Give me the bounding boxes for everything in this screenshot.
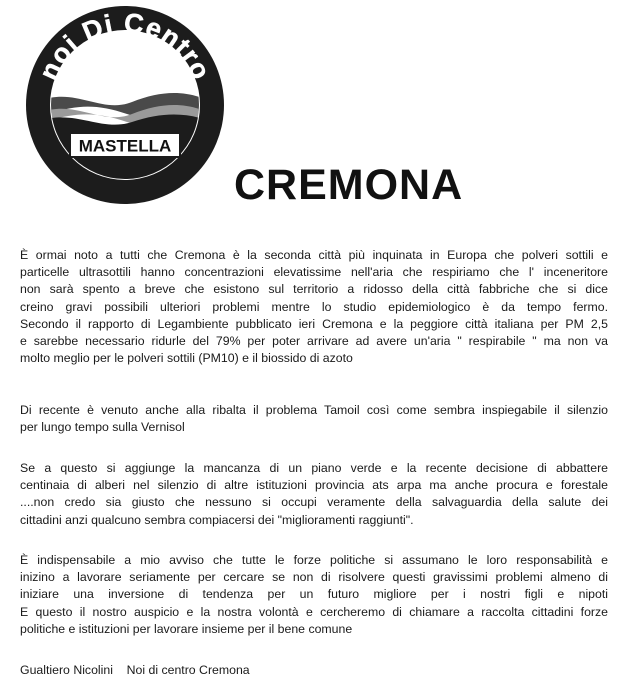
paragraph-line: non sarà spento a breve che esistono sul territorio a ridosso della città fabbriche che si dice xyxy=(20,282,608,297)
logo-banner-text: MASTELLA xyxy=(78,136,172,156)
paragraph-2 xyxy=(20,402,608,436)
paragraph-line: inizino a lavorare seriamente per cercare se non di risolvere questi gravissimi problemi almeno di xyxy=(20,570,608,585)
paragraph-1 xyxy=(20,247,608,367)
logo-arc-text: noi Di Centro xyxy=(33,7,217,85)
paragraph-line: ....non credo sia giusto che nessuno si occupi veramente della salvaguardia della salute dei xyxy=(20,495,608,510)
paragraph-line: Secondo il rapporto di Legambiente pubblicato ieri Cremona e la peggiore città italiana per PM 2,5 xyxy=(20,316,608,331)
paragraph-line: Di recente è venuto anche alla ribalta il problema Tamoil così come sembra inspiegabile il silenzio xyxy=(20,403,608,417)
paragraph-line: E questo il nostro auspicio e la nostra volontà e cercheremo di chiamare a raccolta cittadini forze xyxy=(20,604,608,619)
paragraph-line: e sarebbe necessario ridurle del 79% per poter arrivare ad avere un'aria " respirabile " ma non va xyxy=(20,334,608,349)
paragraph-line: per lungo tempo sulla Vernisol xyxy=(20,420,185,435)
paragraph-line: È ormai noto a tutti che Cremona è la seconda città più inquinata in Europa che polveri sottili e xyxy=(20,248,608,262)
paragraph-line: Se a questo si aggiunge la mancanza di un piano verde e la recente decisione di abbattere xyxy=(20,461,608,475)
signature: Gualtiero Nicolini Noi di centro Cremona xyxy=(20,663,250,677)
paragraph-line: particelle ultrasottili hanno concentrazioni elevatissime nell'aria che respiriamo che l' inceneritore xyxy=(20,265,608,280)
page-title: CREMONA xyxy=(234,161,464,209)
paragraph-4 xyxy=(20,552,608,638)
paragraph-line: È indispensabile a mio avviso che tutte le forze politiche si assumano le loro responsabilità e xyxy=(20,553,608,567)
paragraph-line: cittadini anzi qualcuno sembra compiacersi dei "miglioramenti raggiunti". xyxy=(20,512,414,527)
noi-di-centro-logo xyxy=(22,2,228,208)
paragraph-line: molto meglio per le polveri sottili (PM10) e il biossido di azoto xyxy=(20,351,353,366)
paragraph-line: iniziare una inversione di tendenza per un futuro migliore per i nostri figli e nipoti xyxy=(20,587,608,602)
paragraph-line: creino gravi possibili ulteriori problemi mentre lo studio epidemiologico è da tempo fermo. xyxy=(20,299,608,314)
paragraph-3 xyxy=(20,460,608,529)
paragraph-line: centinaia di alberi nel silenzio di altre istituzioni provincia ats arpa ma anche procura e forestale xyxy=(20,478,608,493)
paragraph-line: politiche e istituzioni per lavorare insieme per il bene comune xyxy=(20,621,353,636)
